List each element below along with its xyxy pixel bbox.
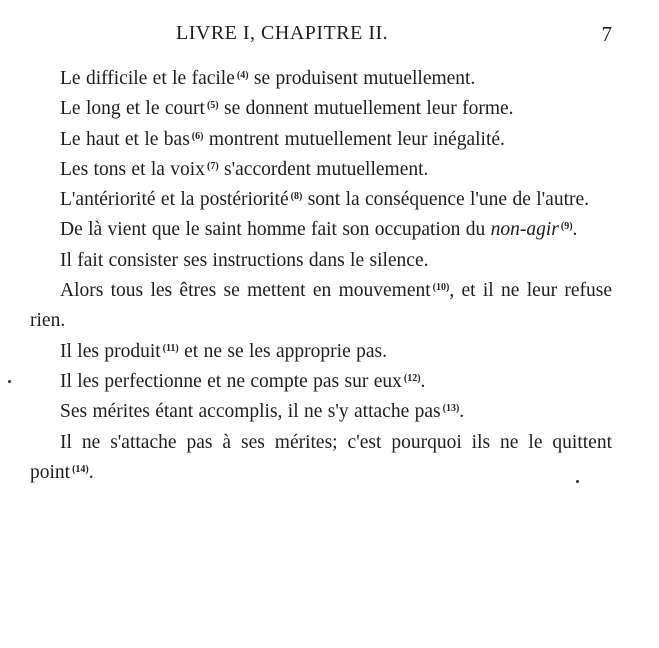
footnote-marker: (8) [290,191,303,203]
paragraph [30,64,612,94]
paragraph [30,215,612,245]
text-run: Alors tous les êtres se mettent en mouvement [60,280,431,302]
text-run: Le difficile et le facile [60,68,235,89]
text-run: montrent mutuellement leur inégalité. [203,128,505,150]
paragraph [30,428,612,489]
footnote-marker: (6) [191,130,204,142]
text-run: , et il ne leur refuse rien. [30,280,612,332]
paragraph [30,246,612,276]
text-run: s'accordent mutuellement. [218,158,429,180]
text-run: Les tons et la voix [60,158,205,180]
footnote-marker: (12) [403,372,421,384]
footnote-marker: (14) [72,463,89,475]
running-head: LIVRE I, CHAPITRE II. [176,22,389,44]
paragraph [30,125,612,155]
footnote-marker: (13) [442,403,460,415]
text-run: . [420,370,426,392]
paragraph [30,397,612,427]
paragraph [30,337,612,367]
print-speck [576,480,579,483]
footnote-marker: (11) [162,342,179,354]
text-run: . [88,461,94,483]
paragraph [30,155,612,185]
text-run: et ne se les approprie pas. [178,340,387,362]
paragraph [30,185,612,215]
text-run: Le long et le court [60,98,205,120]
paragraph [30,276,612,337]
footnote-marker: (10) [432,282,450,294]
text-run: Il les perfectionne et ne compte pas sur eux [60,370,402,392]
print-speck [8,380,11,383]
text-run: Ses mérites étant accomplis, il ne s'y attache pas [60,401,441,423]
text-run: sont la conséquence l'une de l'autre. [302,189,590,211]
footnote-marker: (5) [206,100,219,112]
paragraph [30,94,612,124]
text-run: . [572,219,578,241]
text-run: L'antériorité et la postériorité [60,189,289,211]
footnote-marker: (4) [236,70,249,81]
text-run: Il les produit [60,340,161,362]
italic-term: non-agir [490,219,559,241]
text-run: Il ne s'attache pas à ses mérites; c'est pourquoi ils ne le quittent point [30,431,612,483]
paragraph [30,367,612,397]
page-number: 7 [601,22,612,46]
text-run: se donnent mutuellement leur forme. [218,98,514,120]
text-run: Le haut et le bas [60,128,190,150]
page-header [30,22,612,50]
footnote-marker: (7) [206,160,219,172]
text-run: se produisent mutuellement. [248,68,476,89]
chapter-text [30,64,612,488]
text-run: Il fait consister ses instructions dans le silence. [60,249,429,271]
text-run: . [459,401,465,423]
footnote-marker: (9) [560,221,573,233]
text-run: De là vient que le saint homme fait son occupation du [60,219,491,241]
